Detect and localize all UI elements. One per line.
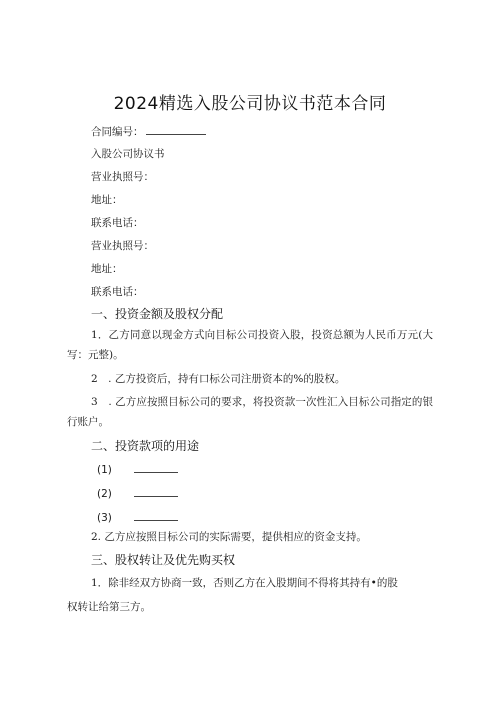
contract-number-blank [146, 124, 206, 135]
section2-heading: 二、投资款项的用途 [91, 439, 200, 453]
list-item-blank [134, 462, 178, 473]
list-item [97, 510, 178, 525]
list-item-number: (3) [97, 512, 112, 524]
list-item [97, 486, 178, 501]
list-item-blank [134, 510, 178, 521]
section1-heading: 一、投资金额及股权分配 [91, 307, 224, 321]
contract-number-label: 合同编号： [91, 126, 144, 138]
list-item [97, 462, 178, 477]
list-item-number: (1) [97, 464, 112, 476]
address-label-1: 地址： [91, 194, 123, 206]
list-item-number: (2) [97, 488, 112, 500]
address-label-2: 地址： [91, 263, 123, 275]
document-title: 2024精选入股公司协议书范本合同 [113, 94, 387, 114]
section3-heading: 三、股权转让及优先购买权 [91, 553, 236, 567]
section1-paragraph-3: 3 . 乙方应按照目标公司的要求，将投资款一次性汇入目标公司指定的银行账户。 [67, 396, 433, 428]
document-subtitle: 入股公司协议书 [91, 148, 165, 160]
section1-paragraph-1: 1．乙方同意以现金方式向目标公司投资入股，投资总额为人民币万元(大写：元整)。 [67, 329, 433, 361]
section3-paragraph-1-line-1: 1．除非经双方协商一致，否则乙方在入股期间不得将其持有•的股 [91, 577, 398, 589]
license-label-1: 营业执照号： [91, 171, 154, 183]
phone-label-2: 联系电话： [91, 286, 144, 298]
section2-paragraph-2: 2. 乙方应按照目标公司的实际需要，提供相应的资金支持。 [91, 531, 367, 543]
section3-paragraph-1-line-2: 权转让给第三方。 [67, 601, 151, 613]
contract-number-line [91, 124, 206, 139]
list-item-blank [134, 486, 178, 497]
phone-label-1: 联系电话： [91, 217, 144, 229]
section1-paragraph-2: 2 . 乙方投资后，持有口标公司注册资本的%的股权。 [91, 373, 346, 385]
license-label-2: 营业执照号： [91, 240, 154, 252]
